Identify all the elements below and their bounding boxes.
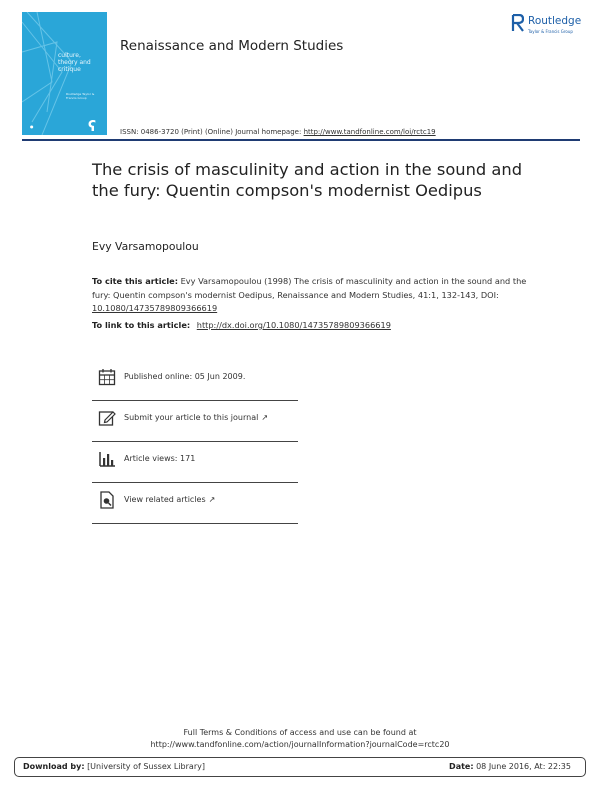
edit-icon bbox=[98, 409, 116, 427]
routledge-logo-icon bbox=[511, 14, 524, 32]
related-articles-row[interactable] bbox=[92, 483, 298, 524]
related-articles-link[interactable] bbox=[124, 495, 215, 504]
bar-chart-icon bbox=[98, 450, 116, 468]
cover-r-logo: ʕ bbox=[88, 119, 97, 135]
link-label: To link to this article: bbox=[92, 320, 191, 330]
article-views-row bbox=[92, 442, 298, 483]
journal-homepage-link[interactable]: http://www.tandfonline.com/loi/rctc19 bbox=[303, 128, 436, 136]
article-views-label: Article views: 171 bbox=[124, 454, 196, 463]
brand-subtitle: Taylor & Francis Group bbox=[528, 29, 573, 34]
download-info-bar bbox=[14, 757, 586, 777]
related-articles-label: View related articles bbox=[124, 495, 206, 504]
article-author: Evy Varsamopoulou bbox=[92, 240, 199, 253]
downloaded-by-value: [University of Sussex Library] bbox=[87, 762, 205, 771]
terms-url-link[interactable]: http://www.tandfonline.com/action/journalInformation?journalCode=rctc20 bbox=[150, 739, 450, 749]
terms-line: Full Terms & Conditions of access and use can be found at bbox=[183, 728, 417, 737]
downloaded-by-label: Download by: bbox=[23, 762, 85, 771]
article-title: The crisis of masculinity and action in the sound and the fury: Quentin compson's modernist Oedipus bbox=[92, 160, 523, 200]
external-link-icon: ↗ bbox=[208, 495, 216, 504]
cite-label: To cite this article: bbox=[92, 276, 178, 286]
terms-footer bbox=[0, 727, 600, 750]
published-online-label: Published online: 05 Jun 2009. bbox=[124, 372, 246, 381]
submit-article-label: Submit your article to this journal bbox=[124, 413, 259, 422]
cover-tiny-text: Routledge Taylor & Francis Group bbox=[66, 92, 95, 100]
journal-name: Renaissance and Modern Studies bbox=[120, 38, 344, 54]
downloaded-by bbox=[23, 762, 205, 771]
brand-name: Routledge bbox=[528, 15, 582, 27]
article-doi-link[interactable]: http://dx.doi.org/10.1080/14735789809366619 bbox=[196, 320, 391, 330]
cite-doi-link[interactable]: 10.1080/14735789809366619 bbox=[92, 303, 218, 313]
journal-cover-image bbox=[22, 12, 107, 135]
article-actions bbox=[92, 360, 298, 524]
citation-block bbox=[92, 275, 532, 316]
header-divider bbox=[22, 139, 580, 141]
cover-pattern bbox=[22, 12, 107, 135]
published-online-row bbox=[92, 360, 298, 401]
document-search-icon bbox=[98, 491, 116, 509]
submit-article-link[interactable] bbox=[124, 413, 268, 422]
cite-text: Evy Varsamopoulou (1998) The crisis of masculinity and action in the sound and the fury: Quentin compson's modernist Oedipus, Renaissance and Modern Studies, 41:1, 132-143, DOI: bbox=[92, 276, 527, 300]
cover-title: culture, theory and critique bbox=[58, 52, 91, 73]
external-link-icon: ↗ bbox=[261, 413, 269, 422]
download-date-label: Date: bbox=[449, 762, 474, 771]
issn-text: ISSN: 0486-3720 (Print) (Online) Journal homepage: bbox=[120, 128, 302, 136]
calendar-icon bbox=[98, 368, 116, 386]
download-date bbox=[449, 762, 571, 771]
download-date-value: 08 June 2016, At: 22:35 bbox=[476, 762, 571, 771]
routledge-brand bbox=[511, 12, 589, 42]
submit-article-row[interactable] bbox=[92, 401, 298, 442]
issn-line bbox=[120, 128, 436, 136]
cover-publisher-logo: ● bbox=[30, 124, 34, 129]
article-link-line bbox=[92, 320, 391, 330]
